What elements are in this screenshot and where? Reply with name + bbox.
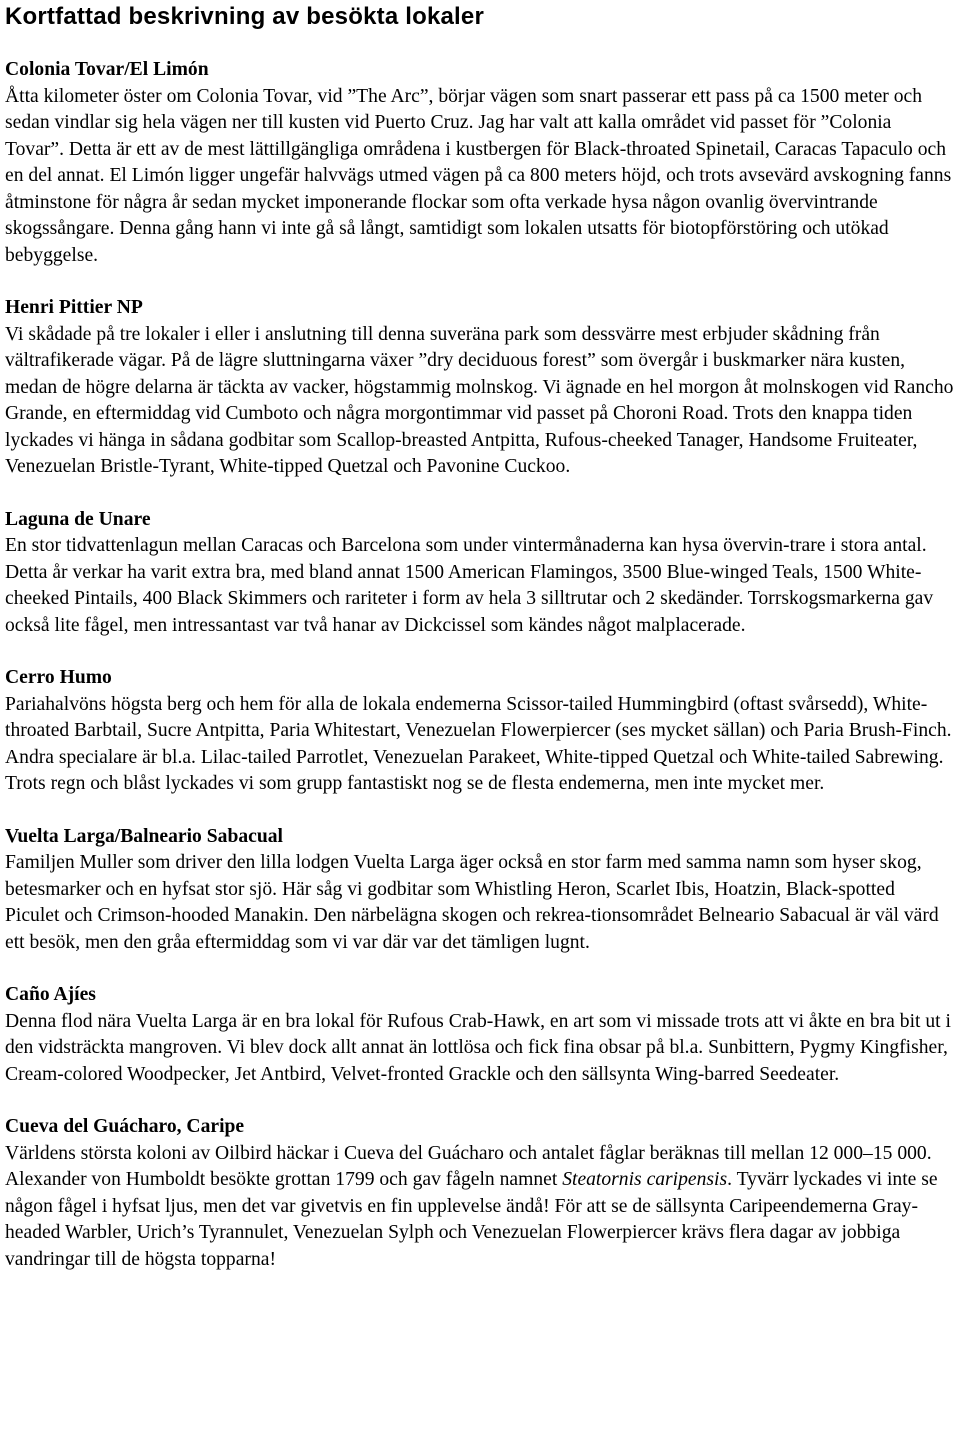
section-heading: Cueva del Guácharo, Caripe [5,1116,245,1137]
section-body: Vi skådade på tre lokaler i eller i anslutning till denna suveräna park som dessvärre mest erbjuder skådning från vältrafikerade vägar. På de lägre sluttningarna växer ”dry deciduous forest” som övergår i buskmarker nära kusten, medan de högre delarna är täckta av vacker, högstammig molnskog. Vi ägnade en hel morgon åt molnskogen vid Rancho Grande, en eftermiddag vid Cumboto och några morgontimmar vid passet på Choroni Road. Trots den knappa tiden lyckades vi hänga in sådana godbitar som Scallop-breasted Antpitta, Rufous-cheeked Tanager, Handsome Fruiteater, Venezuelan Bristle-Tyrant, White-tipped Quetzal och Pavonine Cuckoo. [5,323,954,477]
section-henri-pittier [5,295,954,481]
section-heading: Cerro Humo [5,667,112,688]
section-heading: Caño Ajíes [5,984,96,1005]
section-body: Åtta kilometer öster om Colonia Tovar, vid ”The Arc”, börjar vägen som snart passerar ett pass på ca 1500 meter och sedan vindlar sig hela vägen ner till kusten vid Puerto Cruz. Jag har valt att kalla området vid passet för ”Colonia Tovar”. Detta är ett av de mest lättillgängliga områdena i kustbergen för Black-throated Spinetail, Caracas Tapaculo och en del annat. El Limón ligger ungefär halvvägs utmed vägen på ca 800 meters höjd, och trots avsevärd avskogning fanns åtminstone för några år sedan mycket imponerande flockar som ofta verkade hysa någon ovanlig övervintrande skogssångare. Denna gång hann vi inte gå så långt, samtidigt som lokalen utsatts för biotopförstöring och utökad bebyggelse. [5,85,952,266]
section-body: Denna flod nära Vuelta Larga är en bra lokal för Rufous Crab-Hawk, en art som vi missade trots att vi åkte en bra bit ut i den vidsträckta mangroven. Vi blev dock allt annat än lottlösa och fick fina obsar på bl.a. Sunbittern, Pygmy Kingfisher, Cream-colored Woodpecker, Jet Antbird, Velvet-fronted Grackle och den sällsynta Wing-barred Seedeater. [5,1010,951,1085]
section-colonia-tovar [5,57,954,269]
section-body [5,1141,954,1274]
section-body: Familjen Muller som driver den lilla lodgen Vuelta Larga äger också en stor farm med samma namn som hyser skog, betesmarker och en hyfsat stor sjö. Här såg vi godbitar som Whistling Heron, Scarlet Ibis, Hoatzin, Black-spotted Piculet och Crimson-hooded Manakin. Den närbelägna skogen och rekrea-tionsområdet Belneario Sabacual är väl värd ett besök, men den gråa eftermiddag som vi var där var det tämligen lugnt. [5,852,939,953]
section-heading: Vuelta Larga/Balneario Sabacual [5,825,283,847]
section-cueva-del-guacharo [5,1114,954,1273]
section-cerro-humo [5,665,954,798]
section-cano-ajies [5,982,954,1088]
page-title: Kortfattad beskrivning av besökta lokaler [5,3,485,30]
section-body: En stor tidvattenlagun mellan Caracas och Barcelona som under vintermånaderna kan hysa övervin-trare i stora antal. Detta år verkar ha varit extra bra, med bland annat 1500 American Flamingos, 3500 Blue-winged Teals, 1500 White-cheeked Pintails, 400 Black Skimmers och rariteter i form av hela 3 silltrutar och 2 skedänder. Torrskogsmarkerna gav också lite fågel, men intressantast var två hanar av Dickcissel som kändes något malplacerade. [5,535,934,636]
section-heading: Colonia Tovar/El Limón [5,59,209,80]
section-vuelta-larga [5,824,954,957]
section-laguna-de-unare [5,507,954,640]
section-body: Pariahalvöns högsta berg och hem för alla de lokala endemerna Scissor-tailed Hummingbird (oftast svårsedd), White-throated Barbtail, Sucre Antpitta, Paria Whitestart, Venezuelan Flowerpiercer (ses mycket sällan) och Paria Brush-Finch. Andra specialare är bl.a. Lilac-tailed Parrotlet, Venezuelan Parakeet, White-tipped Quetzal och White-tailed Sabrewing. Trots regn och blåst lyckades vi som grupp fantastiskt nog se de flesta endemerna, men inte mycket mer. [5,693,952,794]
body-text-part1: Världens största koloni av Oilbird häckar i Cueva del Guácharo och antalet fåglar beräknas till mellan 12 000–15 000. Alexander von Humboldt besökte grottan 1799 och gav fågeln namnet [5,1142,932,1190]
section-heading: Henri Pittier NP [5,297,143,318]
body-text-part2: . Tyvärr lyckades vi inte se någon fågel i hyfsat ljus, men det var givetvis en fin upplevelse ändå! För att se de sällsynta Caripeendemerna Gray-headed Warbler, Urich’s Tyrannulet, Venezuelan Sylph och Venezuelan Flowerpiercer krävs flera dagar av jobbiga vandringar till de högsta topparna! [5,1169,938,1270]
section-heading: Laguna de Unare [5,508,151,530]
scientific-name: Steatornis caripensis [562,1169,728,1190]
